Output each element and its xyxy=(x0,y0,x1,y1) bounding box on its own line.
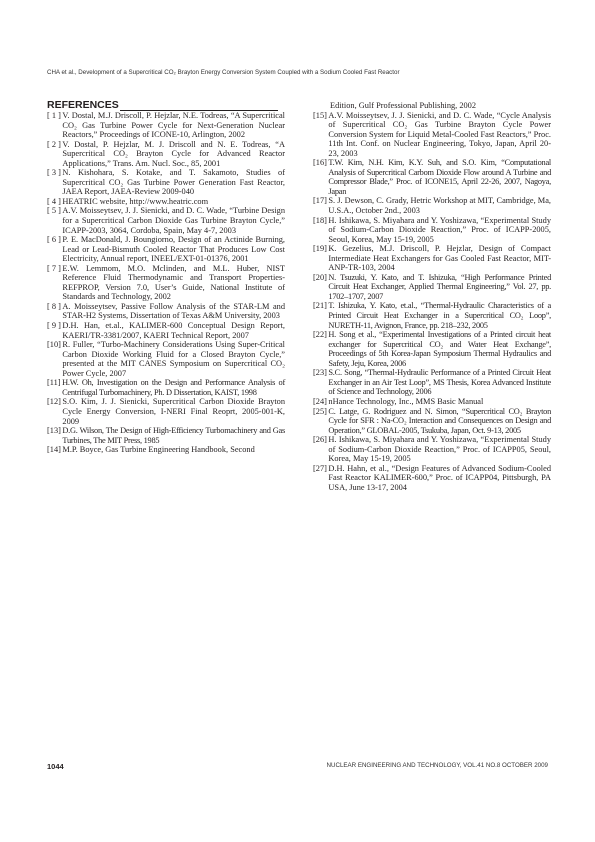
reference-item xyxy=(47,321,285,340)
reference-text: H. Ishikawa, S. Miyahara and Y. Yoshizawa, “Experimental Study of Sodium-Carbon Dioxide Reaction,” Proc. of ICAPP-2005, Seoul, Korea, May 15-19, 2005 xyxy=(328,215,551,244)
reference-number: [10] xyxy=(47,340,61,350)
reference-item xyxy=(47,397,285,426)
reference-text: N. Tsuzuki, Y. Kato, and T. Ishizuka, “High Performance Printed Circuit Heat Exchanger, Applied Thermal Engineering,” Vol. 27, pp. 1702–1707, 2007 xyxy=(328,272,551,301)
reference-number: [21] xyxy=(313,301,327,311)
reference-text: D.G. Wilson, The Design of High-Efficiency Turbomachinery and Gas Turbines, The MIT Press, 1985 xyxy=(62,426,285,445)
reference-number: [16] xyxy=(313,158,327,168)
reference-text: D.H. Han, et.al., KALIMER-600 Conceptual Design Report, KAERI/TR-3381/2007, KAERI Technical Report, 2007 xyxy=(62,321,285,340)
running-head: CHA et al., Development of a Supercritical CO₂ Brayton Energy Conversion System Coupled with a Sodium Cooled Fast Reactor xyxy=(47,69,400,76)
reference-number: [14] xyxy=(47,445,61,455)
reference-item xyxy=(47,264,285,302)
reference-item xyxy=(47,235,285,264)
reference-text: K. Gezelius, M.J. Driscoll, P. Hejzlar, Design of Compact Intermediate Heat Exchangers for Gas Cooled Fast Reactor, MIT-ANP-TR-103, 2004 xyxy=(328,244,551,273)
reference-item xyxy=(47,168,285,197)
reference-text: V. Dostal, M.J. Driscoll, P. Hejzlar, N.E. Todreas, “A Supercritical CO₂ Gas Turbine Power Cycle for Next-Generation Nuclear Reactors,” Proceedings of ICONE-10, Arlington, 2002 xyxy=(62,111,285,140)
reference-text: T.W. Kim, N.H. Kim, K.Y. Suh, and S.O. Kim, “Computational Analysis of Supercritical Carbom Dioxide Flow around A Turbine and Compressor Blade,” Proc. of ICONE15, April 22-26, 2007, Nagoya, Japan xyxy=(328,158,551,196)
reference-text: H.W. Oh, Investigation on the Design and Performance Analysis of Centrifugal Turbomachinery, Ph. D Dissertation, KAIST, 1998 xyxy=(62,378,285,397)
reference-text: A.V. Moisseytsev, J. J. Sienicki, and D. C. Wade, “Turbine Design for a Supercritical Carbon Dioxide Gas Turbine Brayton Cycle,” ICAPP-2003, 3064, Cordoba, Spain, May 4-7, 2003 xyxy=(62,206,285,235)
reference-text: nHance Technology, Inc., MMS Basic Manual xyxy=(328,396,484,406)
reference-item xyxy=(47,340,285,378)
reference-item xyxy=(313,216,551,245)
page-number: 1044 xyxy=(47,762,64,771)
reference-item xyxy=(313,196,551,215)
reference-number: [27] xyxy=(313,463,327,473)
reference-number: [26] xyxy=(313,435,327,445)
reference-number: [22] xyxy=(313,330,327,340)
reference-item xyxy=(313,330,551,368)
reference-item xyxy=(313,301,551,330)
reference-item xyxy=(313,464,551,493)
reference-item xyxy=(47,206,285,235)
reference-number: [23] xyxy=(313,368,327,378)
reference-item xyxy=(47,197,285,207)
reference-item xyxy=(313,273,551,302)
reference-text: C. Latge, G. Rodriguez and N. Simon, “Supercritical CO₂ Brayton Cycle for SFR : Na-CO₂ Interaction and Consequences on Design and Operation,” GLOBAL-2005, Tsukuba, Japan, Oct. 9-13, 2005 xyxy=(328,406,551,435)
reference-number: [11] xyxy=(47,378,61,388)
reference-item xyxy=(313,158,551,196)
reference-text: V. Dostal, P. Hejzlar, M. J. Driscoll and N. E. Todreas, “A Supercritical CO₂ Brayton Cycle for Advanced Reactor Applications,” Trans. Am. Nucl. Soc., 85, 2001 xyxy=(62,139,285,168)
reference-number: [19] xyxy=(313,244,327,254)
journal-footer: NUCLEAR ENGINEERING AND TECHNOLOGY, VOL.41 NO.8 OCTOBER 2009 xyxy=(326,762,548,769)
reference-text: Edition, Gulf Professional Publishing, 2002 xyxy=(330,101,477,110)
reference-text: D.H. Hahn, et al., “Design Features of Advanced Sodium-Cooled Fast Reactor KALIMER-600,” Proc. of ICAPP04, Pittsburgh, PA USA, June 13-17, 2004 xyxy=(328,463,551,492)
reference-item xyxy=(313,101,551,111)
reference-text: S. J. Dewson, C. Grady, Hetric Workshop at MIT, Cambridge, Ma, U.S.A., October 2nd., 2003 xyxy=(328,196,551,216)
reference-text: P. E. MacDonald, J. Boungiorno, Design of an Actinide Burning, Lead or Lead-Bismuth Cooled Reactor That Produces Low Cost Electricity, Annual report, INEEL/EXT-01-01376, 2001 xyxy=(62,235,285,264)
reference-number: [25] xyxy=(313,406,327,416)
reference-number: [ 4 ] xyxy=(47,196,61,206)
reference-text: T. Ishizuka, Y. Kato, et.al., “Thermal-Hydraulic Characteristics of a Printed Circuit Heat Exchanger in a Supercritical CO₂ Loop”, NURETH-11, Avignon, France, pp. 218–232, 2005 xyxy=(328,301,551,330)
reference-number: [ 3 ] xyxy=(47,168,61,178)
reference-item xyxy=(47,426,285,445)
reference-number: [12] xyxy=(47,397,61,407)
reference-item xyxy=(47,445,285,455)
reference-text: H. Song et al., “Experimental Investigations of a Printed circuit heat exchanger for Supercritical CO₂ and Water Heat Exchange”, Proceedings of 5th Korea-Japan Symposium Thermal Hydraulics and Safety, Jeju, Korea, 2006 xyxy=(328,330,551,368)
reference-text: N. Kishohara, S. Kotake, and T. Sakamoto, Studies of Supercritical CO₂ Gas Turbine Power Generation Fast Reactor, JAEA Report, JAEA-Review 2009-040 xyxy=(62,168,285,197)
reference-number: [13] xyxy=(47,426,61,436)
reference-item xyxy=(313,407,551,436)
reference-number: [ 9 ] xyxy=(47,321,61,331)
reference-text: S.O. Kim, J. J. Sienicki, Supercritical Carbon Dioxide Brayton Cycle Energy Conversion, I-NERI Final Reoprt, 2005-001-K, 2009 xyxy=(62,397,285,426)
reference-text: A.V. Moisseytsev, J. J. Sienicki, and D. C. Wade, “Cycle Analysis of Supercritical CO₂ Gas Turbine Brayton Cycle Power Conversion System for Liquid Metal-Cooled Fast Reactors,” Proc. 11th Int. Conf. on Nuclear Engineering, Tokyo, Japan, April 20-23, 2003 xyxy=(328,110,551,158)
reference-item xyxy=(47,378,285,397)
reference-item xyxy=(47,111,285,140)
reference-text: E.W. Lemmom, M.O. Mclinden, and M.L. Huber, NIST Reference Fluid Thermodynamic and Transport Properties-REFPROP, Version 7.0, User’s Guide, National Institute of Standards and Technology, 2002 xyxy=(62,263,285,302)
reference-text: S.C. Song, “Thermal-Hydraulic Performance of a Printed Circuit Heat Exchanger in an Air Test Loop”, MS Thesis, Korea Advanced Institute of Science and Technology, 2006 xyxy=(328,368,551,397)
reference-number: [ 6 ] xyxy=(47,235,61,245)
reference-text: R. Fuller, “Turbo-Machinery Considerations Using Super-Critical Carbon Dioxide Working Fluid for a Closed Brayton Cycle,” presented at the MIT CANES Symposium on Supercritical CO₂ Power Cycle, 2007 xyxy=(62,340,285,378)
reference-number: [20] xyxy=(313,272,327,282)
reference-text: H. Ishikawa, S. Miyahara and Y. Yoshizawa, “Experimental Study of Sodium-Carbon Dioxide Reaction,” Proc. of ICAPP05, Seoul, Korea, May 15-19, 2005 xyxy=(328,435,551,464)
reference-number: [18] xyxy=(313,215,327,225)
reference-item xyxy=(313,435,551,464)
reference-number: [ 1 ] xyxy=(47,111,61,120)
reference-number: [ 2 ] xyxy=(47,139,61,149)
reference-item xyxy=(47,302,285,321)
reference-text: A. Moisseytsev, Passive Follow Analysis of the STAR-LM and STAR-H2 Systems, Dissertation of Texas A&M University, 2003 xyxy=(62,301,285,321)
reference-number: [24] xyxy=(313,396,327,406)
references-heading: REFERENCES xyxy=(47,99,119,111)
references-right-column xyxy=(313,101,551,492)
reference-number: [ 8 ] xyxy=(47,301,61,311)
reference-item xyxy=(313,368,551,397)
references-left-column xyxy=(47,111,285,455)
reference-item xyxy=(313,397,551,407)
reference-number: [ 7 ] xyxy=(47,263,61,273)
reference-number: [17] xyxy=(313,196,327,206)
reference-text: M.P. Boyce, Gas Turbine Engineering Handbook, Second xyxy=(62,445,255,455)
reference-item xyxy=(313,111,551,159)
reference-item xyxy=(313,244,551,273)
reference-text: HEATRIC website, http://www.heatric.com xyxy=(62,196,209,206)
reference-item xyxy=(47,140,285,169)
reference-number: [15] xyxy=(313,110,327,120)
reference-number: [ 5 ] xyxy=(47,206,61,216)
